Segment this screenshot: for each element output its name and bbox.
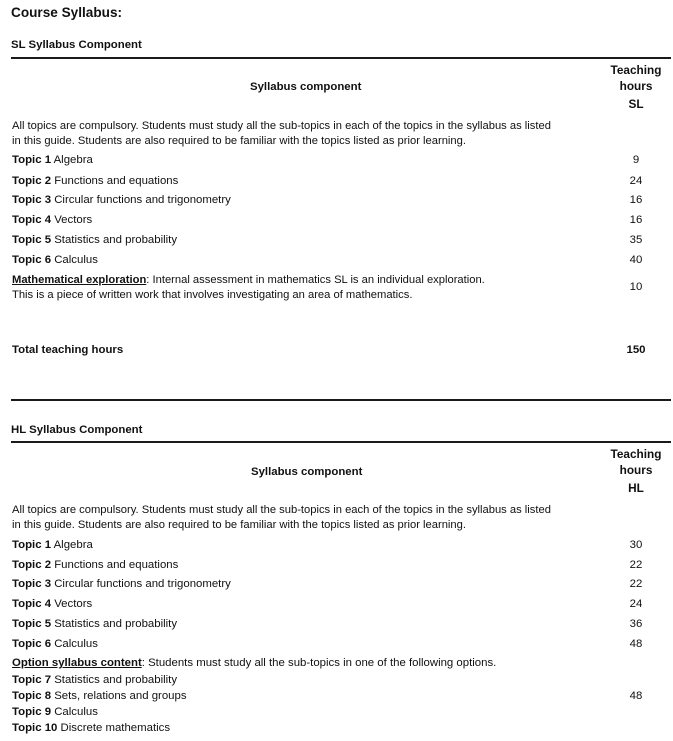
hl-topic-name: Circular functions and trigonometry bbox=[54, 578, 231, 590]
hl-intro-line2: in this guide. Students are also required to be familiar with the topics listed as prior learning. bbox=[12, 519, 466, 531]
hl-topic-row-5 bbox=[12, 618, 177, 630]
sl-intro-line1: All topics are compulsory. Students must study all the sub-topics in each of the topics in the syllabus as listed bbox=[12, 120, 551, 132]
sl-topic-row-6 bbox=[12, 254, 98, 266]
sl-topic-name: Statistics and probability bbox=[54, 234, 178, 246]
hl-topic-name: Functions and equations bbox=[54, 559, 179, 571]
hl-option-intro bbox=[12, 657, 496, 669]
sl-total-hours: 150 bbox=[626, 344, 646, 356]
hl-topic-name: Algebra bbox=[53, 539, 93, 551]
hl-intro-line1: All topics are compulsory. Students must study all the sub-topics in each of the topics in the syllabus as listed bbox=[12, 504, 551, 516]
hl-topic-name: Vectors bbox=[54, 598, 93, 610]
sl-section-title: SL Syllabus Component bbox=[11, 39, 142, 51]
hl-topic-hours-6: 48 bbox=[629, 638, 643, 650]
hl-column-header: Syllabus component bbox=[251, 466, 363, 478]
sl-topic-label: Topic 4 bbox=[12, 214, 52, 226]
hl-topic-row-1 bbox=[12, 539, 93, 551]
hl-topic-hours-2: 22 bbox=[629, 559, 643, 571]
hl-option-topic-name: Calculus bbox=[54, 706, 98, 718]
hl-topic-row-6 bbox=[12, 638, 98, 650]
hl-topic-label: Topic 5 bbox=[12, 618, 52, 630]
hl-option-row-2 bbox=[12, 690, 187, 702]
sl-topic-label: Topic 3 bbox=[12, 194, 52, 206]
hl-section-title: HL Syllabus Component bbox=[11, 424, 143, 436]
sl-topic-label: Topic 2 bbox=[12, 175, 52, 187]
sl-top-rule bbox=[11, 57, 671, 59]
hl-option-topic-name: Sets, relations and groups bbox=[54, 690, 187, 702]
sl-topic-hours-5: 35 bbox=[629, 234, 643, 246]
sl-topic-hours-4: 16 bbox=[629, 214, 643, 226]
hl-hours-header-level: HL bbox=[628, 481, 644, 495]
sl-topic-row-4 bbox=[12, 214, 92, 226]
hl-option-topic-label: Topic 9 bbox=[12, 706, 52, 718]
hl-topic-row-2 bbox=[12, 559, 178, 571]
hl-topic-hours-3: 22 bbox=[629, 578, 643, 590]
hl-topic-name: Calculus bbox=[54, 638, 98, 650]
sl-exploration-text2: This is a piece of written work that involves investigating an area of mathematics. bbox=[12, 289, 413, 301]
hl-option-topic-label: Topic 7 bbox=[12, 674, 52, 686]
hl-topic-row-3 bbox=[12, 578, 231, 590]
hl-intro bbox=[12, 503, 602, 533]
hl-hours-header-line2: hours bbox=[619, 463, 653, 477]
sl-topic-name: Functions and equations bbox=[54, 175, 179, 187]
sl-hours-header-line2: hours bbox=[619, 79, 653, 93]
sl-topic-label: Topic 6 bbox=[12, 254, 52, 266]
sl-topic-label: Topic 5 bbox=[12, 234, 52, 246]
sl-hours-header bbox=[606, 62, 666, 112]
sl-topic-label: Topic 1 bbox=[12, 154, 52, 166]
hl-option-topic-label: Topic 10 bbox=[12, 722, 58, 734]
hl-topic-hours-1: 30 bbox=[629, 539, 643, 551]
sl-exploration bbox=[12, 273, 602, 303]
hl-option-row-4 bbox=[12, 722, 170, 734]
hl-option-topic-label: Topic 8 bbox=[12, 690, 52, 702]
sl-topic-row-3 bbox=[12, 194, 231, 206]
sl-exploration-hours: 10 bbox=[629, 281, 643, 293]
sl-total-label: Total teaching hours bbox=[12, 344, 124, 356]
hl-option-text: : Students must study all the sub-topics in one of the following options. bbox=[141, 657, 497, 669]
sl-hours-header-level: SL bbox=[628, 97, 644, 111]
hl-hours-header-line1: Teaching bbox=[610, 447, 662, 461]
sl-hours-header-line1: Teaching bbox=[610, 63, 662, 77]
sl-topic-name: Circular functions and trigonometry bbox=[54, 194, 231, 206]
hl-option-row-1 bbox=[12, 674, 177, 686]
hl-topic-hours-5: 36 bbox=[629, 618, 643, 630]
sl-topic-hours-2: 24 bbox=[629, 175, 643, 187]
sl-topic-row-1 bbox=[12, 154, 93, 166]
hl-option-topic-name: Discrete mathematics bbox=[60, 722, 171, 734]
hl-topic-hours-4: 24 bbox=[629, 598, 643, 610]
sl-column-header: Syllabus component bbox=[250, 81, 362, 93]
sl-topic-hours-1: 9 bbox=[632, 154, 640, 166]
hl-topic-label: Topic 1 bbox=[12, 539, 52, 551]
sl-exploration-text1: : Internal assessment in mathematics SL is an individual exploration. bbox=[146, 274, 485, 286]
sl-topic-name: Calculus bbox=[54, 254, 98, 266]
sl-exploration-label: Mathematical exploration bbox=[12, 274, 147, 286]
hl-topic-label: Topic 6 bbox=[12, 638, 52, 650]
sl-topic-hours-3: 16 bbox=[629, 194, 643, 206]
sl-bottom-rule bbox=[11, 399, 671, 401]
sl-topic-name: Algebra bbox=[53, 154, 93, 166]
hl-top-rule bbox=[11, 441, 671, 443]
sl-topic-hours-6: 40 bbox=[629, 254, 643, 266]
hl-hours-header bbox=[606, 446, 666, 496]
page-title: Course Syllabus: bbox=[11, 5, 123, 20]
hl-option-hours: 48 bbox=[629, 690, 643, 702]
sl-topic-row-2 bbox=[12, 175, 178, 187]
sl-topic-row-5 bbox=[12, 234, 177, 246]
hl-topic-name: Statistics and probability bbox=[54, 618, 178, 630]
hl-topic-label: Topic 4 bbox=[12, 598, 52, 610]
hl-option-topic-name: Statistics and probability bbox=[54, 674, 178, 686]
sl-topic-name: Vectors bbox=[54, 214, 93, 226]
hl-topic-label: Topic 3 bbox=[12, 578, 52, 590]
sl-intro bbox=[12, 119, 602, 149]
sl-intro-line2: in this guide. Students are also required to be familiar with the topics listed as prior learning. bbox=[12, 135, 466, 147]
hl-option-row-3 bbox=[12, 706, 98, 718]
hl-option-label: Option syllabus content bbox=[12, 657, 142, 669]
hl-topic-row-4 bbox=[12, 598, 92, 610]
hl-topic-label: Topic 2 bbox=[12, 559, 52, 571]
